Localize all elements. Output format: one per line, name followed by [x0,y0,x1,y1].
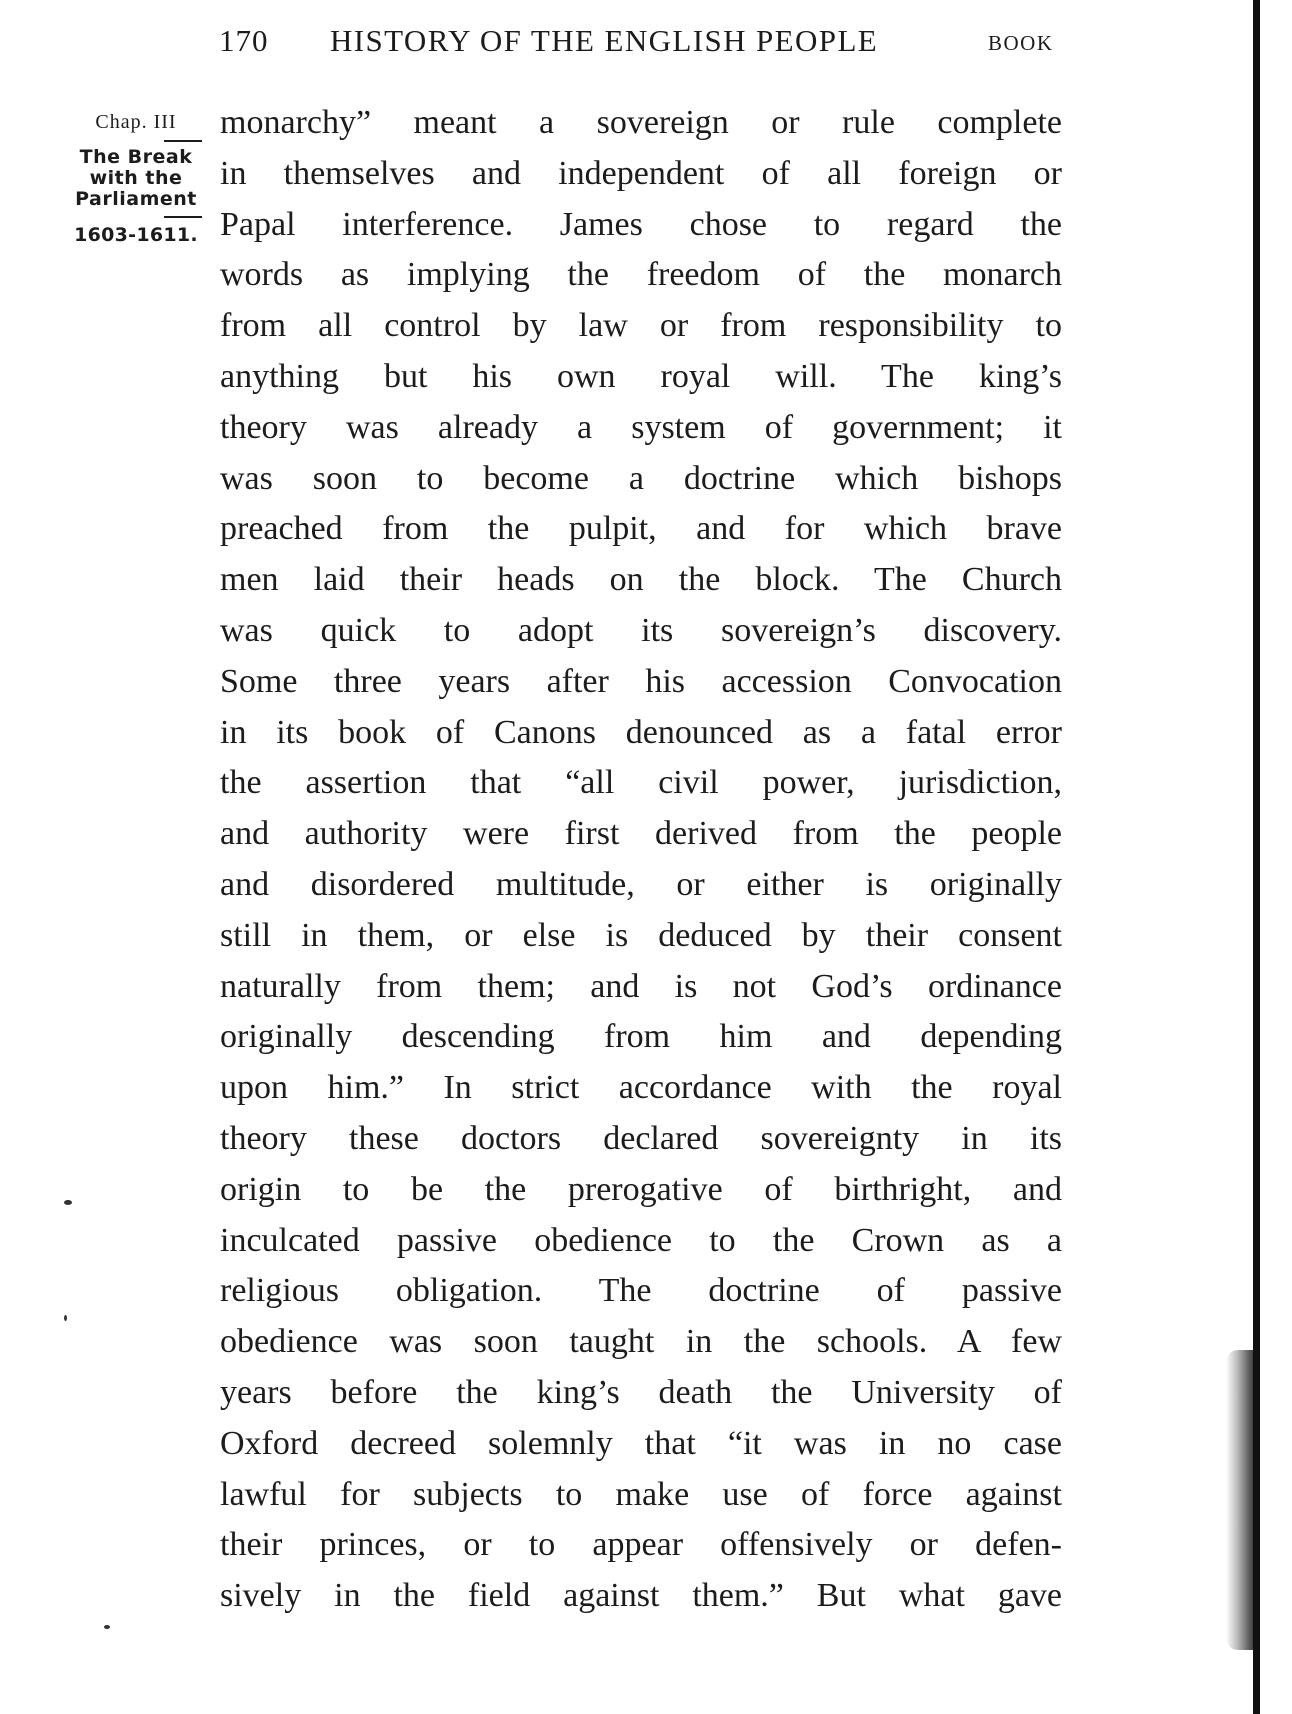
text-line: theory was already a system of government; it [220,408,1062,446]
text-line: was soon to become a doctrine which bishops [220,459,1062,497]
page-number: 170 [219,23,269,58]
binding-shadow [1226,1350,1253,1650]
running-header [0,20,1292,66]
text-line: monarchy” meant a sovereign or rule complete [220,104,1062,141]
scan-speck [104,1625,110,1629]
book-label: BOOK [988,31,1054,55]
sidenote-topic-line-2: with the [89,167,183,189]
sidenote-topic-line-3: Parliament [75,188,197,210]
text-line: Some three years after his accession Convocation [220,662,1062,700]
sidenote-topic-line-1: The Break [79,146,193,168]
body-text [220,98,1062,1622]
text-line: lawful for subjects to make use of force against [220,1475,1062,1513]
sidenote-rule [164,216,202,218]
text-line: and authority were first derived from the people [220,815,1062,853]
running-title: HISTORY OF THE ENGLISH PEOPLE [330,23,879,58]
text-line: and disordered multitude, or either is originally [220,865,1062,903]
text-line: years before the king’s death the University of [220,1373,1062,1411]
text-line: inculcated passive obedience to the Crown as a [220,1221,1062,1259]
text-line: originally descending from him and depending [220,1018,1062,1056]
text-line: Oxford decreed solemnly that “it was in no case [220,1424,1062,1462]
text-line: naturally from them; and is not God’s ordinance [220,967,1062,1005]
text-line: the assertion that “all civil power, jurisdiction, [220,764,1062,802]
sidenote-date-range: 1603-1611. [74,224,198,246]
text-line: men laid their heads on the block. The Church [220,561,1062,599]
text-line: words as implying the freedom of the monarch [220,256,1062,294]
text-line: sively in the field against them.” But what gave [220,1577,1062,1615]
text-line: in themselves and independent of all foreign or [220,154,1062,192]
text-line: preached from the pulpit, and for which brave [220,510,1062,548]
margin-sidenote [60,110,212,247]
scan-speck [64,1200,72,1205]
text-line: obedience was soon taught in the schools. A few [220,1323,1062,1361]
text-line: Papal interference. James chose to regard the [220,205,1062,243]
text-line: was quick to adopt its sovereign’s discovery. [220,611,1062,649]
text-line: still in them, or else is deduced by their consent [220,916,1062,954]
text-line: upon him.” In strict accordance with the royal [220,1069,1062,1107]
text-line: their princes, or to appear offensively or defen- [220,1526,1062,1564]
text-line: anything but his own royal will. The king’s [220,357,1062,395]
text-line: theory these doctors declared sovereignty in its [220,1119,1062,1157]
text-line: origin to be the prerogative of birthright, and [220,1170,1062,1208]
page-binding-edge [1253,0,1260,1714]
sidenote-rule [164,140,202,142]
scan-speck [64,1315,67,1321]
chapter-label: Chap. III [95,111,177,133]
text-line: in its book of Canons denounced as a fatal error [220,713,1062,751]
text-line: religious obligation. The doctrine of passive [220,1272,1062,1310]
text-line: from all control by law or from responsibility to [220,307,1062,345]
